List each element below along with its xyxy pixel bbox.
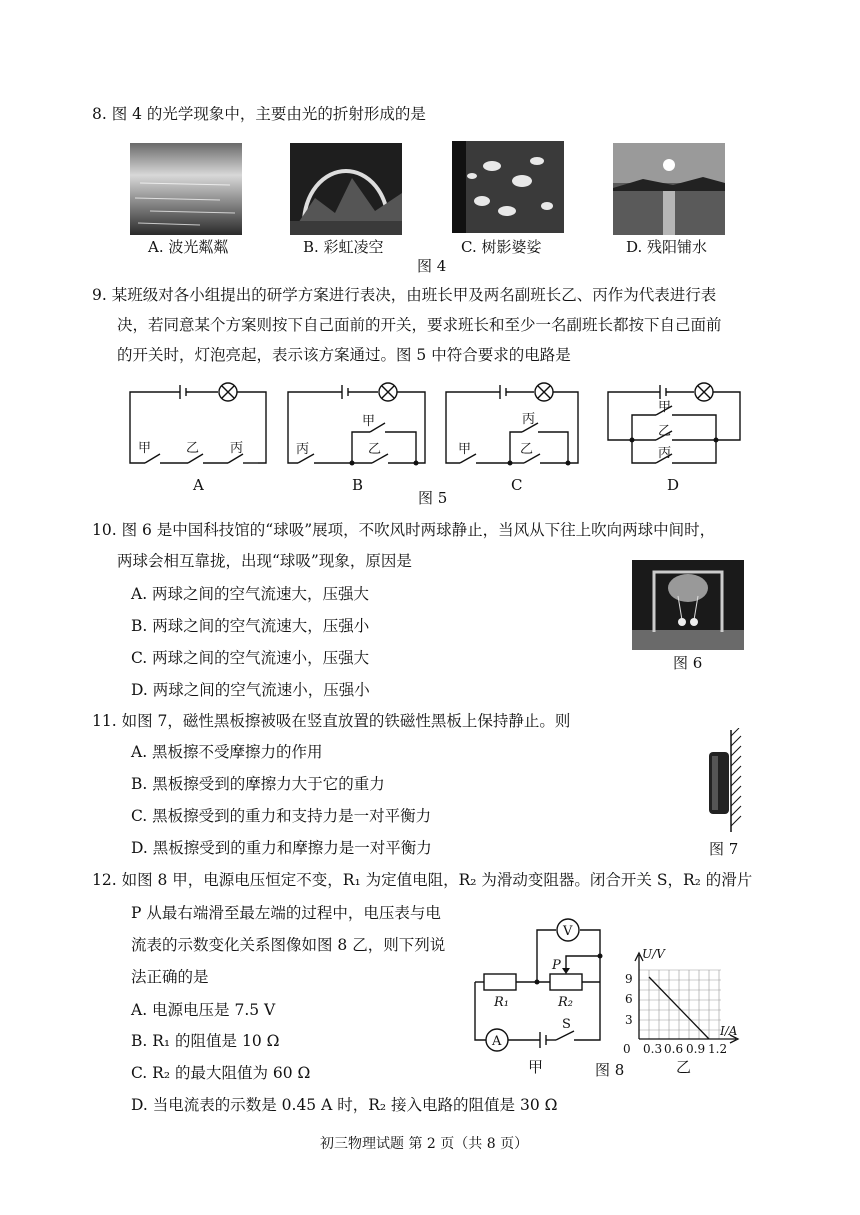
- photo-rainbow: [290, 143, 402, 235]
- photo-ball-suction-exhibit: [632, 560, 744, 650]
- q12-stem-line2: P 从最右端滑至最左端的过程中，电压表与电: [131, 904, 441, 922]
- figure-6-caption: 图 6: [673, 654, 703, 672]
- q11-option-b: B. 黑板擦受到的摩擦力大于它的重力: [131, 775, 385, 793]
- r2-label: R₂: [558, 995, 573, 1010]
- q9-stem-line1: 9. 某班级对各小组提出的研学方案进行表决，由班长甲及两名副班长乙、丙作为代表进行表: [92, 286, 717, 304]
- q10-option-d: D. 两球之间的空气流速小，压强小: [131, 681, 370, 699]
- q11-option-c: C. 黑板擦受到的重力和支持力是一对平衡力: [131, 807, 432, 825]
- q8-option-c: C. 树影婆娑: [461, 238, 542, 256]
- switch-jia-a: 甲: [138, 441, 152, 456]
- q12-stem-line4: 法正确的是: [131, 968, 209, 986]
- graph-xlabel: I/A: [720, 1024, 738, 1038]
- q12-stem-line3: 流表的示数变化关系图像如图 8 乙，则下列说: [131, 936, 446, 954]
- q9-option-c: C: [511, 476, 523, 494]
- q10-stem-line1: 10. 图 6 是中国科技馆的“球吸”展项，不吹风时两球静止，当风从下往上吹向两球中间时，: [92, 521, 716, 539]
- switch-yi-d: 乙: [658, 424, 672, 439]
- switch-jia-d: 甲: [658, 400, 672, 415]
- q8-option-a: A. 波光粼粼: [148, 238, 229, 256]
- q9-stem-line3: 的开关时，灯泡亮起，表示该方案通过。图 5 中符合要求的电路是: [117, 346, 571, 364]
- photo-tree-shadows: [452, 141, 564, 233]
- q12-option-c: C. R₂ 的最大阻值为 60 Ω: [131, 1064, 311, 1082]
- q12-stem-line1: 12. 如图 8 甲，电源电压恒定不变，R₁ 为定值电阻，R₂ 为滑动变阻器。闭合开关 S，R₂ 的滑片: [92, 871, 753, 889]
- switch-jia-c: 甲: [458, 442, 472, 457]
- q11-stem: 11. 如图 7，磁性黑板擦被吸在竖直放置的铁磁性黑板上保持静止。则: [92, 712, 571, 730]
- q10-stem-line2: 两球会相互靠拢，出现“球吸”现象，原因是: [117, 552, 412, 570]
- switch-yi-a: 乙: [186, 441, 200, 456]
- q10-option-c: C. 两球之间的空气流速小，压强大: [131, 649, 370, 667]
- switch-s-label: S: [562, 1017, 571, 1032]
- q10-option-a: A. 两球之间的空气流速大，压强大: [131, 585, 370, 603]
- graph-ylabel: U/V: [642, 947, 665, 961]
- graph-xtick-0.9: 0.9: [686, 1042, 706, 1056]
- switch-bing-d: 丙: [658, 446, 672, 461]
- figure-5-caption: 图 5: [418, 489, 448, 507]
- q12-option-a: A. 电源电压是 7.5 V: [131, 1001, 276, 1019]
- figure-7-blackboard-eraser: [703, 728, 743, 834]
- figure-7-caption: 图 7: [709, 840, 739, 858]
- switch-yi-b: 乙: [368, 442, 382, 457]
- page-footer: 初三物理试题 第 2 页（共 8 页）: [320, 1136, 529, 1152]
- q8-option-d: D. 残阳铺水: [626, 238, 708, 256]
- q9-option-b: B: [352, 476, 364, 494]
- q12-option-b: B. R₁ 的阻值是 10 Ω: [131, 1032, 280, 1050]
- q9-option-a: A: [193, 476, 204, 494]
- q10-option-b: B. 两球之间的空气流速大，压强小: [131, 617, 370, 635]
- photo-sparkling-waves: [130, 143, 242, 235]
- q9-stem-line2: 决，若同意某个方案则按下自己面前的开关，要求班长和至少一名副班长都按下自己面前: [117, 316, 722, 334]
- ammeter-label: A: [492, 1034, 502, 1049]
- graph-xtick-0.6: 0.6: [664, 1042, 684, 1056]
- graph-xtick-1.2: 1.2: [708, 1042, 728, 1056]
- q9-option-d: D: [667, 476, 680, 494]
- figure-8-circuit: [470, 910, 615, 1080]
- switch-jia-b: 甲: [362, 414, 376, 429]
- voltmeter-label: V: [563, 924, 573, 939]
- figure-5-circuits: [120, 375, 760, 470]
- figure-4-caption: 图 4: [417, 257, 447, 275]
- switch-bing-a: 丙: [230, 441, 244, 456]
- graph-xtick-0.3: 0.3: [643, 1042, 663, 1056]
- figure-8-caption: 图 8: [595, 1061, 625, 1079]
- q12-option-d: D. 当电流表的示数是 0.45 A 时，R₂ 接入电路的阻值是 30 Ω: [131, 1096, 558, 1114]
- switch-yi-c: 乙: [520, 442, 534, 457]
- figure-8-graph: [618, 945, 763, 1075]
- circuit-jia-label: 甲: [528, 1058, 544, 1076]
- q8-stem: 8. 图 4 的光学现象中，主要由光的折射形成的是: [92, 105, 426, 123]
- graph-yi-label: 乙: [676, 1058, 692, 1075]
- slider-label: P: [552, 958, 561, 973]
- r1-label: R₁: [494, 995, 509, 1010]
- switch-bing-c: 丙: [522, 412, 536, 427]
- q11-option-a: A. 黑板擦不受摩擦力的作用: [131, 743, 323, 761]
- graph-ytick-6: 6: [625, 992, 633, 1006]
- q8-option-b: B. 彩虹凌空: [303, 238, 384, 256]
- graph-ytick-3: 3: [625, 1013, 633, 1027]
- photo-setting-sun-water: [613, 143, 725, 235]
- graph-ytick-9: 9: [625, 972, 633, 986]
- graph-xtick-0: 0: [623, 1042, 631, 1056]
- q11-option-d: D. 黑板擦受到的重力和摩擦力是一对平衡力: [131, 839, 432, 857]
- switch-bing-b: 丙: [296, 442, 310, 457]
